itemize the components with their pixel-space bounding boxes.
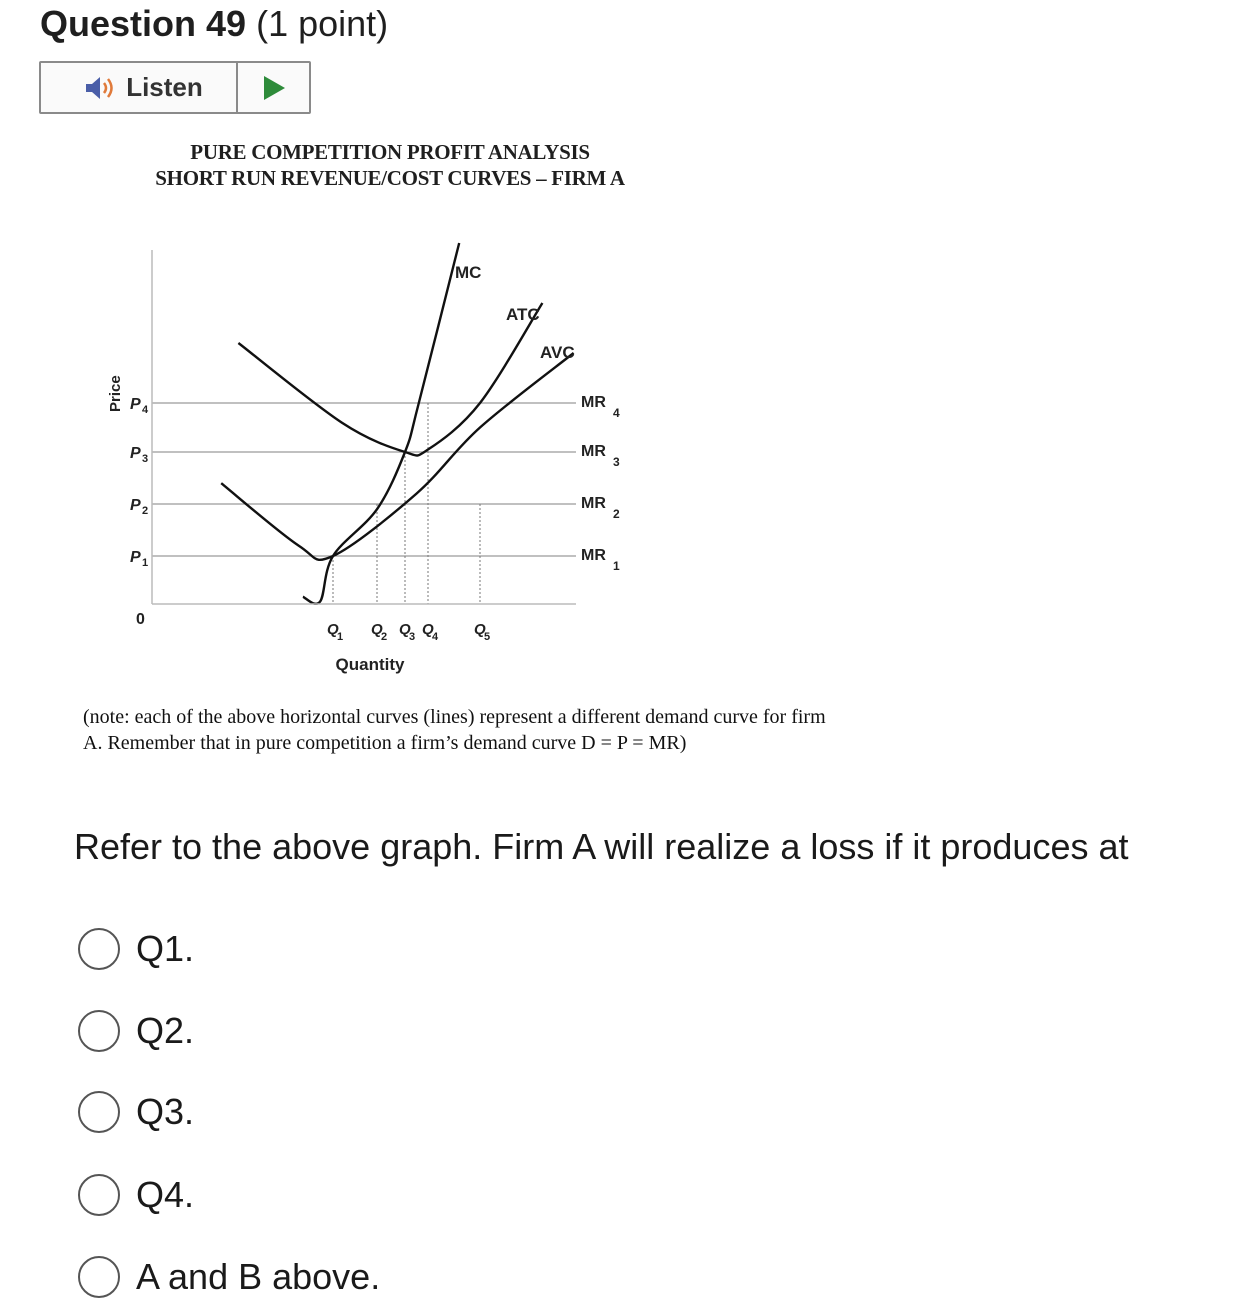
price-label-3: P [130, 445, 141, 462]
option-q3[interactable] [78, 1091, 194, 1133]
mr-label-sub-1: 1 [613, 559, 620, 573]
option-label: Q4. [136, 1174, 195, 1215]
q-label-sub-4: 4 [432, 631, 439, 643]
y-axis-label: Price [107, 375, 124, 412]
q-label-5: Q [474, 621, 486, 638]
q-label-sub-1: 1 [337, 631, 344, 643]
note-line2: A. Remember that in pure competition a firm’s demand curve D = P = MR) [83, 732, 687, 754]
chart-labels [130, 392, 620, 643]
q-label-1: Q [327, 621, 339, 638]
speaker-icon [84, 75, 118, 101]
question-title: Question 49 [40, 3, 247, 44]
atc-curve [238, 303, 542, 456]
price-label-sub-1: 1 [142, 557, 149, 569]
play-icon [262, 75, 286, 101]
mr-label-2: MR [581, 495, 606, 512]
x-axis-label: Quantity [335, 655, 405, 674]
price-label-sub-4: 4 [142, 404, 149, 416]
q-label-sub-2: 2 [381, 631, 388, 643]
option-q2[interactable] [78, 1010, 194, 1052]
radio-button[interactable] [78, 1256, 120, 1298]
mr-label-1: MR [581, 547, 606, 564]
mr-label-sub-2: 2 [613, 507, 620, 521]
option-q4[interactable] [78, 1174, 194, 1216]
option-label: Q1. [136, 928, 195, 969]
price-label-sub-3: 3 [142, 453, 149, 465]
option-a-and-b[interactable] [78, 1256, 380, 1298]
radio-button[interactable] [78, 1010, 120, 1052]
radio-button[interactable] [78, 1091, 120, 1133]
listen-label: Listen [126, 72, 203, 102]
mr-label-3: MR [581, 443, 606, 460]
avc-label: AVC [540, 343, 575, 362]
atc-label: ATC [506, 305, 540, 324]
origin-label: 0 [136, 611, 145, 628]
cost-curve-chart [0, 200, 760, 690]
price-label-2: P [130, 497, 141, 514]
mc-label: MC [455, 263, 482, 282]
graph-note [83, 704, 903, 756]
play-button[interactable] [238, 63, 309, 112]
radio-button[interactable] [78, 1174, 120, 1216]
radio-button[interactable] [78, 928, 120, 970]
price-label-sub-2: 2 [142, 505, 149, 517]
mc-curve [303, 243, 459, 604]
q-label-2: Q [371, 621, 383, 638]
question-header [40, 2, 388, 46]
q-label-3: Q [399, 621, 411, 638]
q-label-4: Q [422, 621, 434, 638]
question-points: (1 point) [256, 3, 389, 44]
option-q1[interactable] [78, 928, 194, 970]
option-label: A and B above. [136, 1256, 381, 1297]
question-prompt: Refer to the above graph. Firm A will realize a loss if it produces at [74, 826, 1129, 867]
mr-label-4: MR [581, 394, 606, 411]
q-label-sub-3: 3 [409, 631, 416, 643]
cost-curves [221, 243, 573, 604]
listen-toolbar [39, 61, 311, 114]
option-label: Q2. [136, 1010, 195, 1051]
mr-label-sub-3: 3 [613, 455, 620, 469]
avc-curve [221, 353, 573, 560]
listen-button[interactable] [41, 63, 238, 112]
q-label-sub-5: 5 [484, 631, 491, 643]
option-label: Q3. [136, 1091, 195, 1132]
graph-title-line2: SHORT RUN REVENUE/COST CURVES – FIRM A [155, 166, 625, 190]
graph-title-line1: PURE COMPETITION PROFIT ANALYSIS [190, 140, 590, 164]
price-label-4: P [130, 396, 141, 413]
price-label-1: P [130, 549, 141, 566]
mr-label-sub-4: 4 [613, 406, 620, 420]
note-line1: (note: each of the above horizontal curves (lines) represent a different demand curve for firm [83, 706, 826, 728]
price-gridlines [152, 403, 576, 556]
